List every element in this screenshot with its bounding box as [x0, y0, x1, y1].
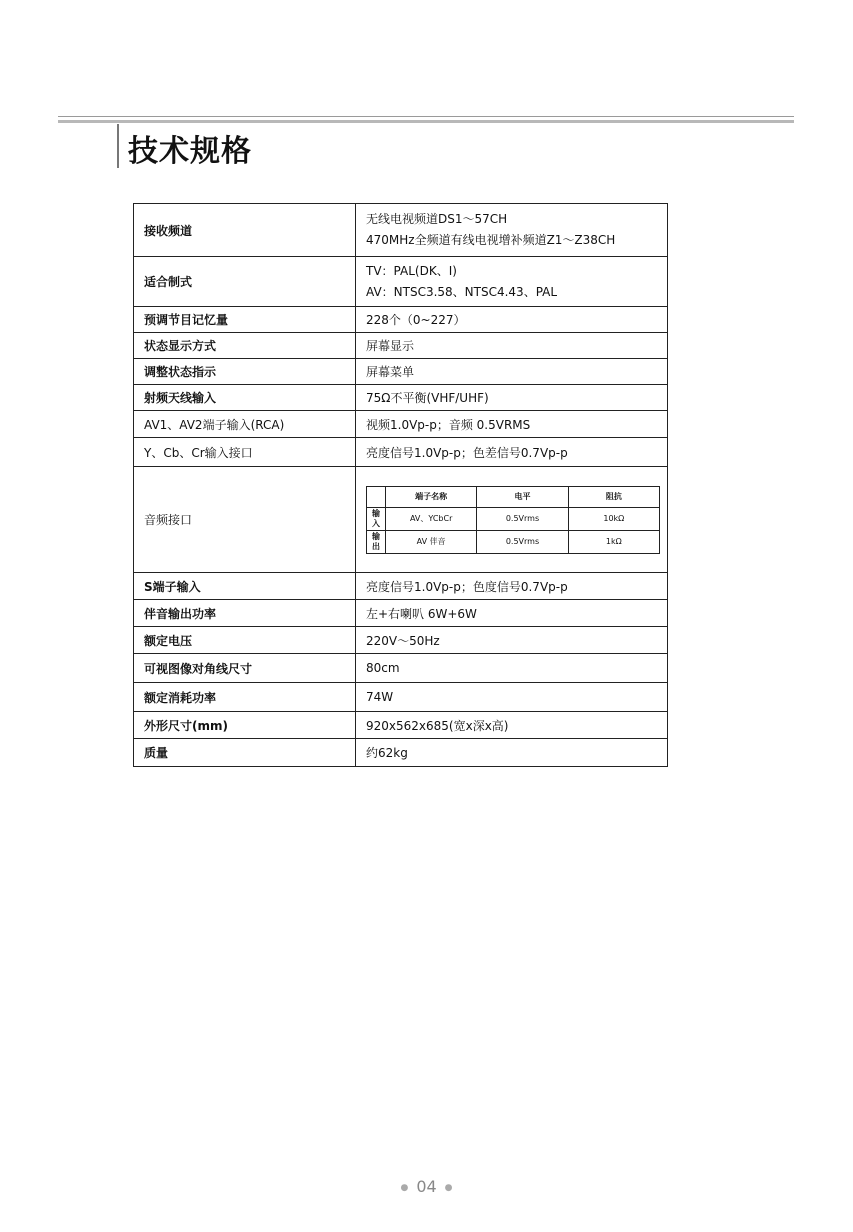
spec-value: 视频1.0Vp-p；音频 0.5VRMS: [356, 411, 668, 438]
spec-value-line: TV：PAL(DK、I): [366, 263, 457, 278]
audio-terminal-name: AV、YCbCr: [386, 507, 477, 530]
spec-value: 75Ω不平衡(VHF/UHF): [356, 385, 668, 411]
spec-value-line: 无线电视频道DS1～57CH: [366, 212, 508, 226]
audio-level: 0.5Vrms: [477, 530, 568, 553]
audio-direction: [367, 530, 386, 553]
audio-table-header-row: [367, 486, 660, 507]
spec-table: [133, 203, 668, 767]
table-row: [134, 654, 668, 683]
spec-label: 接收频道: [134, 204, 356, 257]
audio-direction-char: 输: [372, 508, 380, 518]
spec-label: 伴音输出功率: [134, 600, 356, 627]
spec-label: 额定消耗功率: [134, 683, 356, 712]
spec-label: 调整状态指示: [134, 359, 356, 385]
spec-value: 亮度信号1.0Vp-p；色度信号0.7Vp-p: [356, 573, 668, 600]
spec-label: Y、Cb、Cr输入接口: [134, 438, 356, 467]
audio-interface-table: [366, 486, 660, 554]
spec-label: AV1、AV2端子输入(RCA): [134, 411, 356, 438]
audio-terminal-name: AV 伴音: [386, 530, 477, 553]
audio-direction-char: 入: [372, 518, 380, 528]
table-row: [134, 411, 668, 438]
spec-value: 约62kg: [356, 739, 668, 767]
page-number-text: 04: [416, 1177, 437, 1196]
page-number: [0, 1177, 853, 1196]
table-row: [134, 573, 668, 600]
spec-value: 74W: [356, 683, 668, 712]
spec-label: S端子输入: [134, 573, 356, 600]
spec-value: [356, 257, 668, 307]
spec-label: 射频天线输入: [134, 385, 356, 411]
spec-value: 左+右喇叭 6W+6W: [356, 600, 668, 627]
table-row: [134, 467, 668, 573]
spec-label: 质量: [134, 739, 356, 767]
table-row: [134, 307, 668, 333]
audio-header-impedance: 阻抗: [568, 486, 659, 507]
table-row: [134, 333, 668, 359]
bullet-icon: ●: [444, 1182, 453, 1193]
table-row: [134, 257, 668, 307]
spec-value: 228个（0~227）: [356, 307, 668, 333]
page-title: 技术规格: [128, 134, 252, 169]
audio-table-row: [367, 530, 660, 553]
table-row: [134, 385, 668, 411]
spec-value: [356, 204, 668, 257]
spec-value-line: AV：NTSC3.58、NTSC4.43、PAL: [366, 284, 558, 299]
top-rule-thick: [58, 120, 794, 123]
audio-table-row: [367, 507, 660, 530]
spec-label: 外形尺寸(mm): [134, 712, 356, 739]
spec-label: 状态显示方式: [134, 333, 356, 359]
spec-label: 预调节目记忆量: [134, 307, 356, 333]
audio-header-name: 端子名称: [386, 486, 477, 507]
table-row: [134, 683, 668, 712]
spec-label: 音频接口: [134, 467, 356, 573]
spec-value: 屏幕菜单: [356, 359, 668, 385]
audio-direction-char: 出: [372, 541, 380, 551]
table-row: [134, 204, 668, 257]
spec-value-line: 470MHz全频道有线电视增补频道Z1～Z38CH: [366, 233, 616, 247]
spec-value: 屏幕显示: [356, 333, 668, 359]
title-accent-bar: [117, 124, 119, 168]
audio-interface-cell: [356, 467, 668, 573]
table-row: [134, 739, 668, 767]
audio-direction-char: 输: [372, 531, 380, 541]
spec-label: 可视图像对角线尺寸: [134, 654, 356, 683]
audio-impedance: 10kΩ: [568, 507, 659, 530]
spec-value: 80cm: [356, 654, 668, 683]
audio-table-corner: [367, 486, 386, 507]
audio-header-level: 电平: [477, 486, 568, 507]
bullet-icon: ●: [400, 1182, 409, 1193]
audio-impedance: 1kΩ: [568, 530, 659, 553]
table-row: [134, 627, 668, 654]
table-row: [134, 359, 668, 385]
spec-value: 亮度信号1.0Vp-p；色差信号0.7Vp-p: [356, 438, 668, 467]
top-rule: [58, 116, 794, 117]
audio-level: 0.5Vrms: [477, 507, 568, 530]
table-row: [134, 712, 668, 739]
spec-value: 920x562x685(宽x深x高): [356, 712, 668, 739]
audio-direction: [367, 507, 386, 530]
spec-label: 额定电压: [134, 627, 356, 654]
table-row: [134, 600, 668, 627]
spec-value: 220V～50Hz: [356, 627, 668, 654]
table-row: [134, 438, 668, 467]
spec-label: 适合制式: [134, 257, 356, 307]
